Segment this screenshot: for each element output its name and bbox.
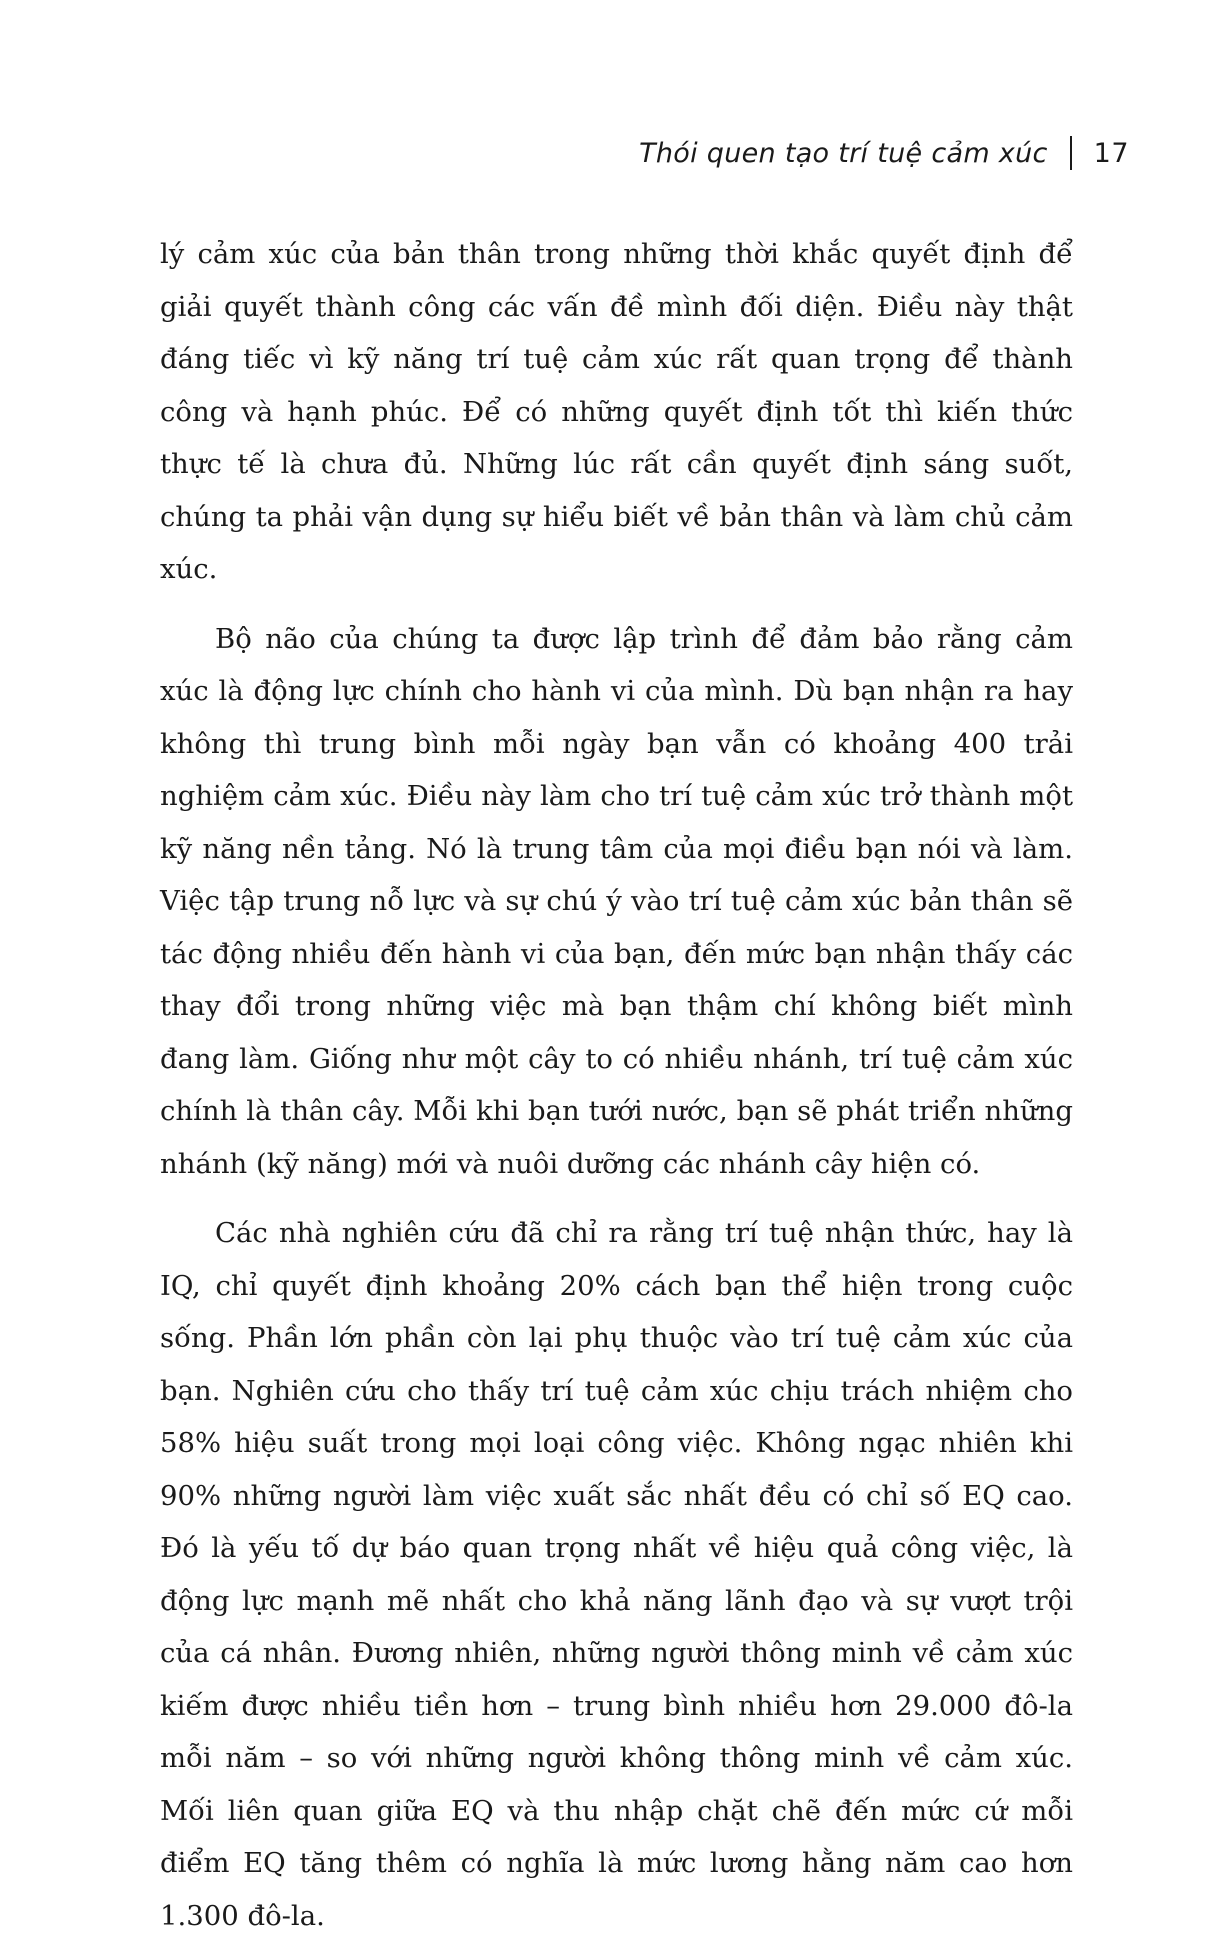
page-number: 17 xyxy=(1093,137,1129,169)
paragraph-continued: lý cảm xúc của bản thân trong những thời khắc quyết định để giải quyết thành công các vấn đề mình đối diện. Điều này thật đáng tiếc vì kỹ năng trí tuệ cảm xúc rất quan trọng để thành công và hạnh phúc. Để có những quyết định tốt thì kiến thức thực tế là chưa đủ. Những lúc rất cần quyết định sáng suốt, chúng ta phải vận dụng sự hiểu biết về bản thân và làm chủ cảm xúc. xyxy=(160,238,1073,585)
running-title: Thói quen tạo trí tuệ cảm xúc xyxy=(639,137,1048,169)
paragraph: Các nhà nghiên cứu đã chỉ ra rằng trí tuệ nhận thức, hay là IQ, chỉ quyết định khoảng 20% cách bạn thể hiện trong cuộc sống. Phần lớn phần còn lại phụ thuộc vào trí tuệ cảm xúc của bạn. Nghiên cứu cho thấy trí tuệ cảm xúc chịu trách nhiệm cho 58% hiệu suất trong mọi loại công việc. Không ngạc nhiên khi 90% những người làm việc xuất sắc nhất đều có chỉ số EQ cao. Đó là yếu tố dự báo quan trọng nhất về hiệu quả công việc, là động lực mạnh mẽ nhất cho khả năng lãnh đạo và sự vượt trội của cá nhân. Đương nhiên, những người thông minh về cảm xúc kiếm được nhiều tiền hơn – trung bình nhiều hơn 29.000 đô-la mỗi năm – so với những người không thông minh về cảm xúc. Mối liên quan giữa EQ và thu nhập chặt chẽ đến mức cứ mỗi điểm EQ tăng thêm có nghĩa là mức lương hằng năm cao hơn 1.300 đô-la. xyxy=(160,1217,1073,1932)
paragraph: Bộ não của chúng ta được lập trình để đảm bảo rằng cảm xúc là động lực chính cho hành vi của mình. Dù bạn nhận ra hay không thì trung bình mỗi ngày bạn vẫn có khoảng 400 trải nghiệm cảm xúc. Điều này làm cho trí tuệ cảm xúc trở thành một kỹ năng nền tảng. Nó là trung tâm của mọi điều bạn nói và làm. Việc tập trung nỗ lực và sự chú ý vào trí tuệ cảm xúc bản thân sẽ tác động nhiều đến hành vi của bạn, đến mức bạn nhận thấy các thay đổi trong những việc mà bạn thậm chí không biết mình đang làm. Giống như một cây to có nhiều nhánh, trí tuệ cảm xúc chính là thân cây. Mỗi khi bạn tưới nước, bạn sẽ phát triển những nhánh (kỹ năng) mới và nuôi dưỡng các nhánh cây hiện có. xyxy=(160,622,1073,1180)
header-divider xyxy=(1070,136,1072,170)
body-text xyxy=(160,228,1073,1942)
running-header xyxy=(639,136,1129,170)
